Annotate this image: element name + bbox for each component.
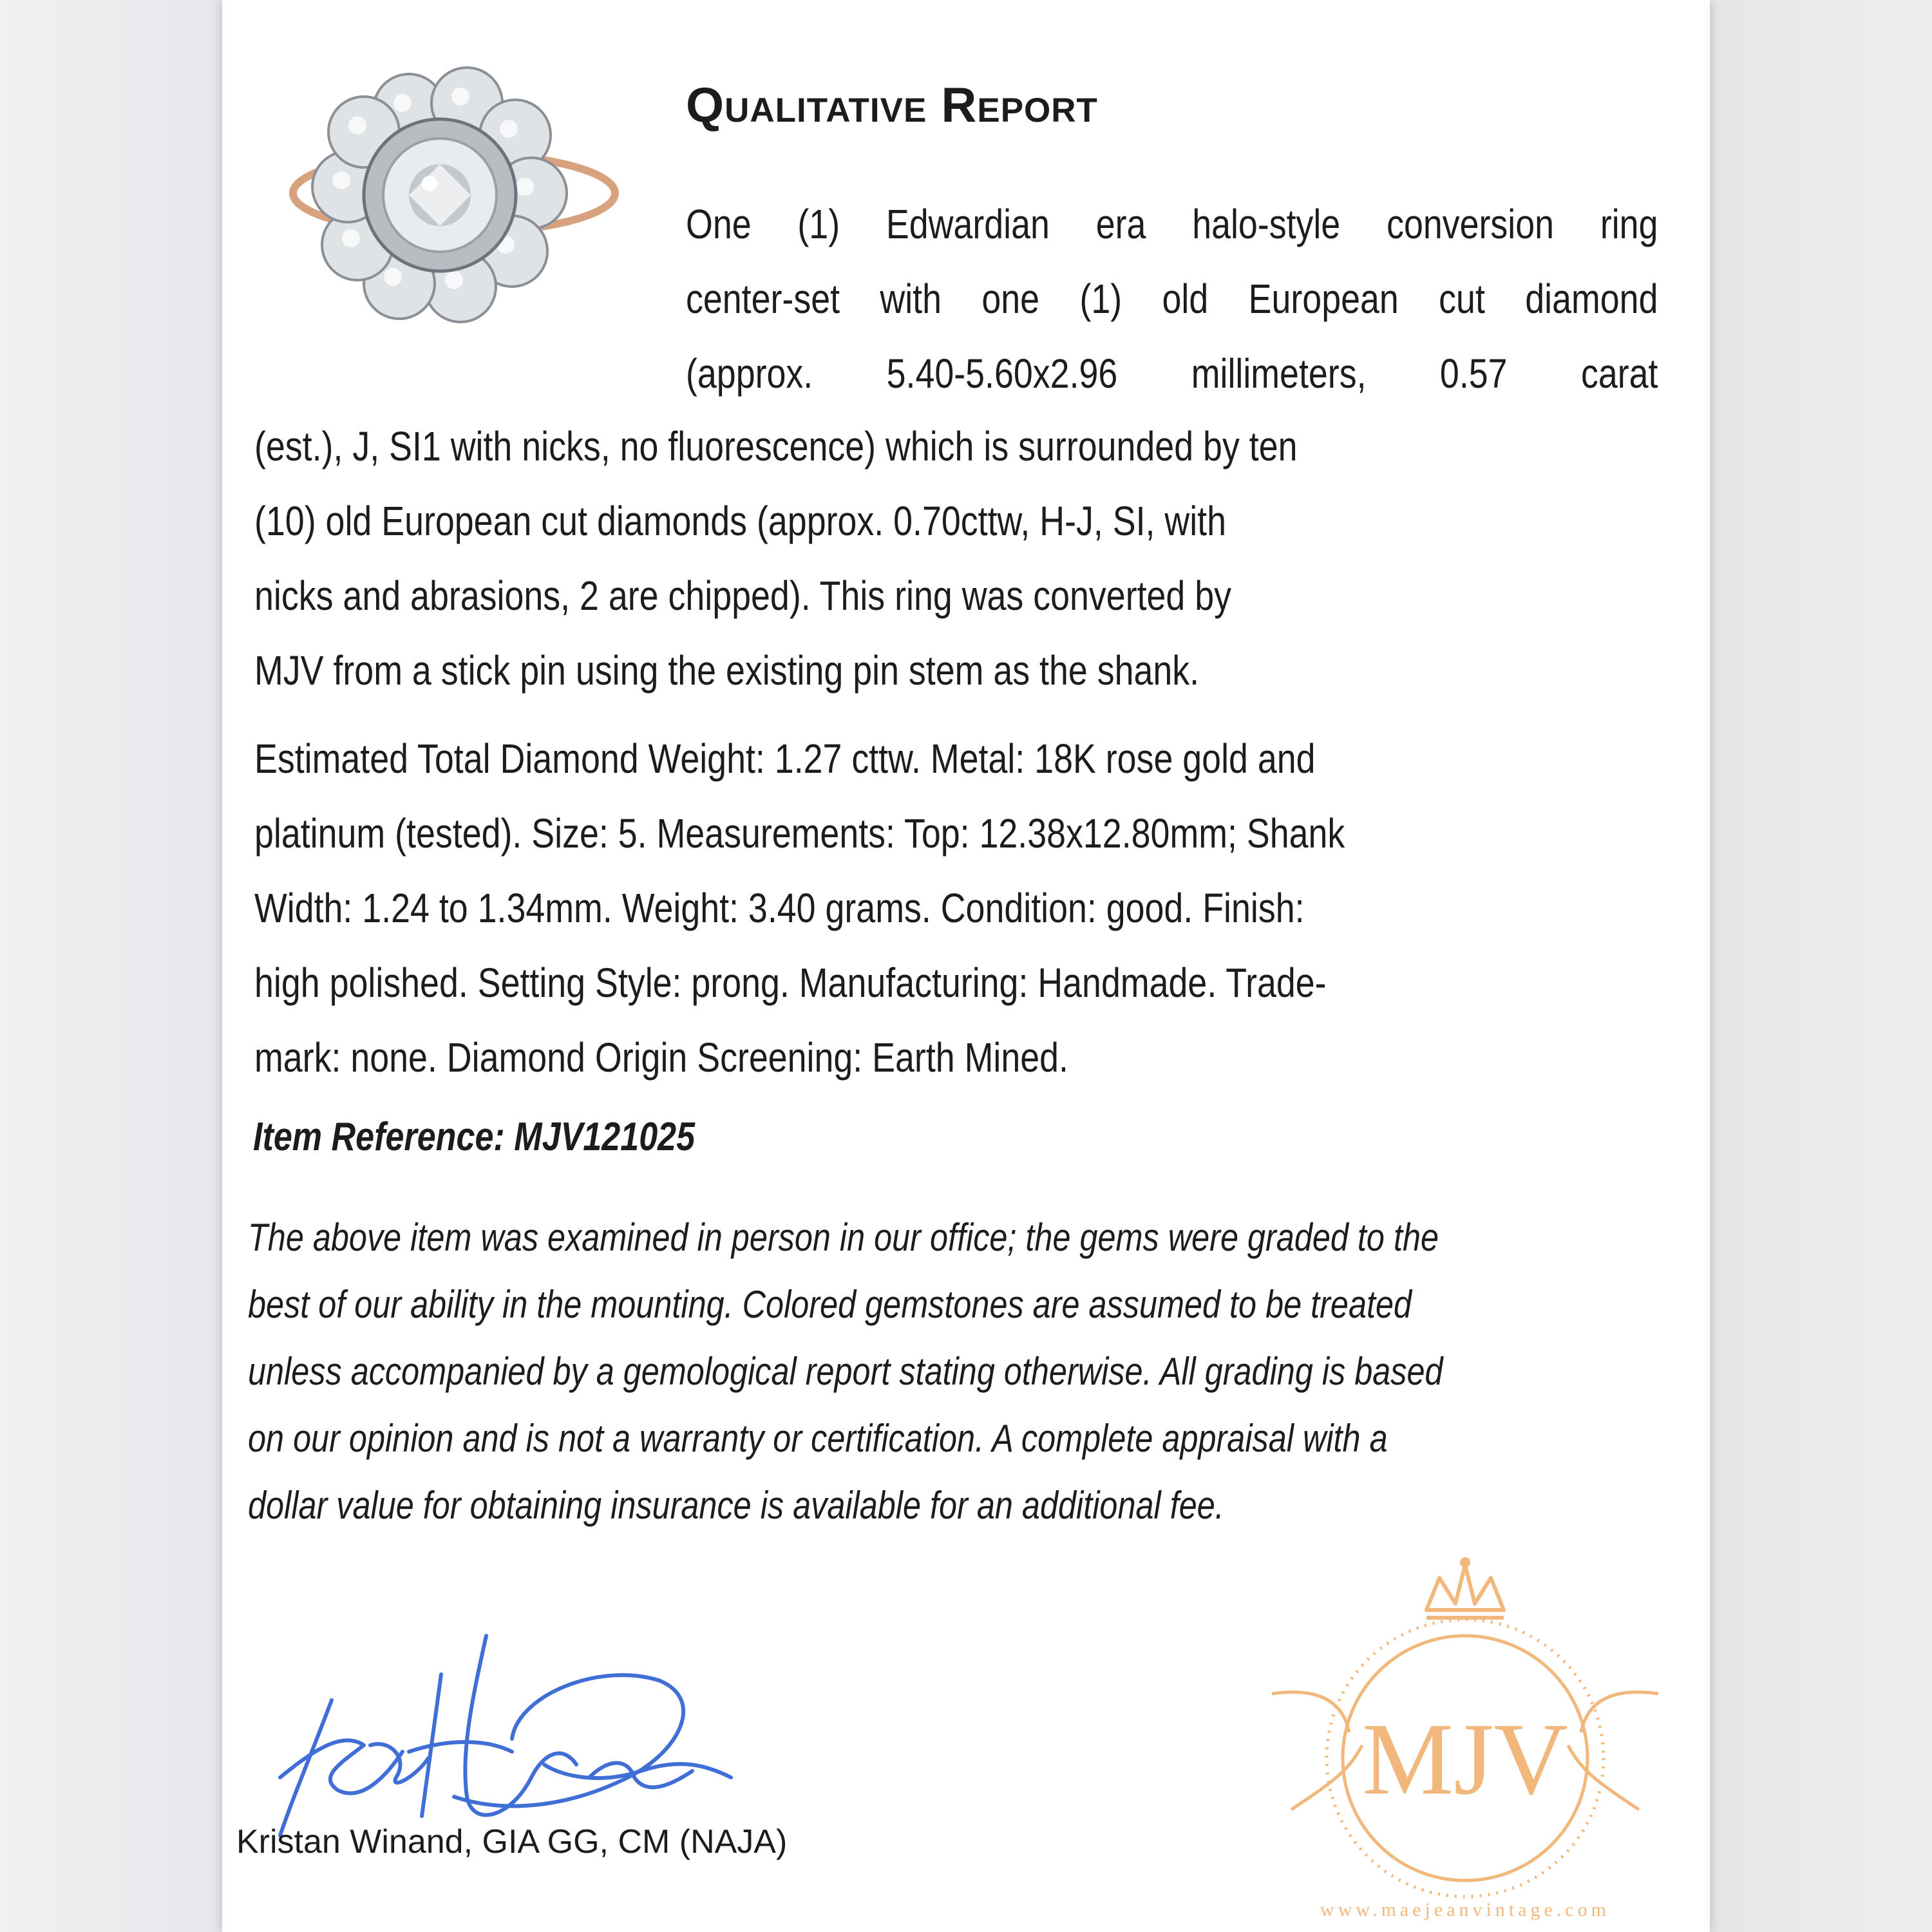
spec-line: platinum (tested). Size: 5. Measurements: Top: 12.38x12.80mm; Shank bbox=[254, 810, 1345, 857]
disclaimer-line: on our opinion and is not a warranty or certification. A complete appraisal with a bbox=[248, 1417, 1388, 1460]
description-line: (10) old European cut diamonds (approx. 0.70cttw, H-J, SI, with bbox=[254, 498, 1227, 544]
description-line: (est.), J, SI1 with nicks, no fluorescence) which is surrounded by ten bbox=[254, 423, 1298, 469]
report-card bbox=[222, 0, 1710, 1932]
spec-line: Width: 1.24 to 1.34mm. Weight: 3.40 grams. Condition: good. Finish: bbox=[254, 885, 1305, 931]
item-reference: Item Reference: MJV121025 bbox=[253, 1115, 696, 1159]
svg-text:MJV: MJV bbox=[1361, 1701, 1569, 1816]
description-line: MJV from a stick pin using the existing pin stem as the shank. bbox=[254, 647, 1200, 694]
mjv-seal-logo bbox=[1233, 1539, 1684, 1926]
signature bbox=[242, 1584, 821, 1855]
background-right bbox=[1710, 0, 1932, 1932]
intro-line: center-set with one (1) old European cut diamond bbox=[686, 276, 1658, 322]
description-paragraph bbox=[254, 409, 1297, 708]
disclaimer-line: unless accompanied by a gemological report stating otherwise. All grading is based bbox=[248, 1350, 1443, 1393]
svg-text:www.maejeanvintage.com: www.maejeanvintage.com bbox=[1320, 1899, 1610, 1920]
intro-line: One (1) Edwardian era halo-style conversion ring bbox=[686, 201, 1658, 247]
disclaimer-line: The above item was examined in person in our office; the gems were graded to the bbox=[248, 1216, 1439, 1259]
intro-line: (approx. 5.40-5.60x2.96 millimeters, 0.57 carat bbox=[686, 350, 1658, 397]
spec-line: mark: none. Diamond Origin Screening: Earth Mined. bbox=[254, 1034, 1068, 1081]
background-left bbox=[0, 0, 222, 1932]
disclaimer-line: dollar value for obtaining insurance is available for an additional fee. bbox=[248, 1484, 1224, 1527]
disclaimer-paragraph bbox=[248, 1204, 1443, 1539]
disclaimer-line: best of our ability in the mounting. Colored gemstones are assumed to be treated bbox=[248, 1283, 1412, 1326]
spec-line: high polished. Setting Style: prong. Manufacturing: Handmade. Trade- bbox=[254, 960, 1327, 1006]
description-line: nicks and abrasions, 2 are chipped). This ring was converted by bbox=[254, 573, 1232, 619]
signer-name: Kristan Winand, GIA GG, CM (NAJA) bbox=[236, 1823, 788, 1861]
report-title: Qualitative Report bbox=[686, 78, 1098, 133]
spec-line: Estimated Total Diamond Weight: 1.27 cttw. Metal: 18K rose gold and bbox=[254, 735, 1316, 782]
intro-paragraph bbox=[686, 187, 1658, 411]
ring-photo bbox=[261, 39, 621, 361]
specifications-paragraph bbox=[254, 721, 1345, 1095]
